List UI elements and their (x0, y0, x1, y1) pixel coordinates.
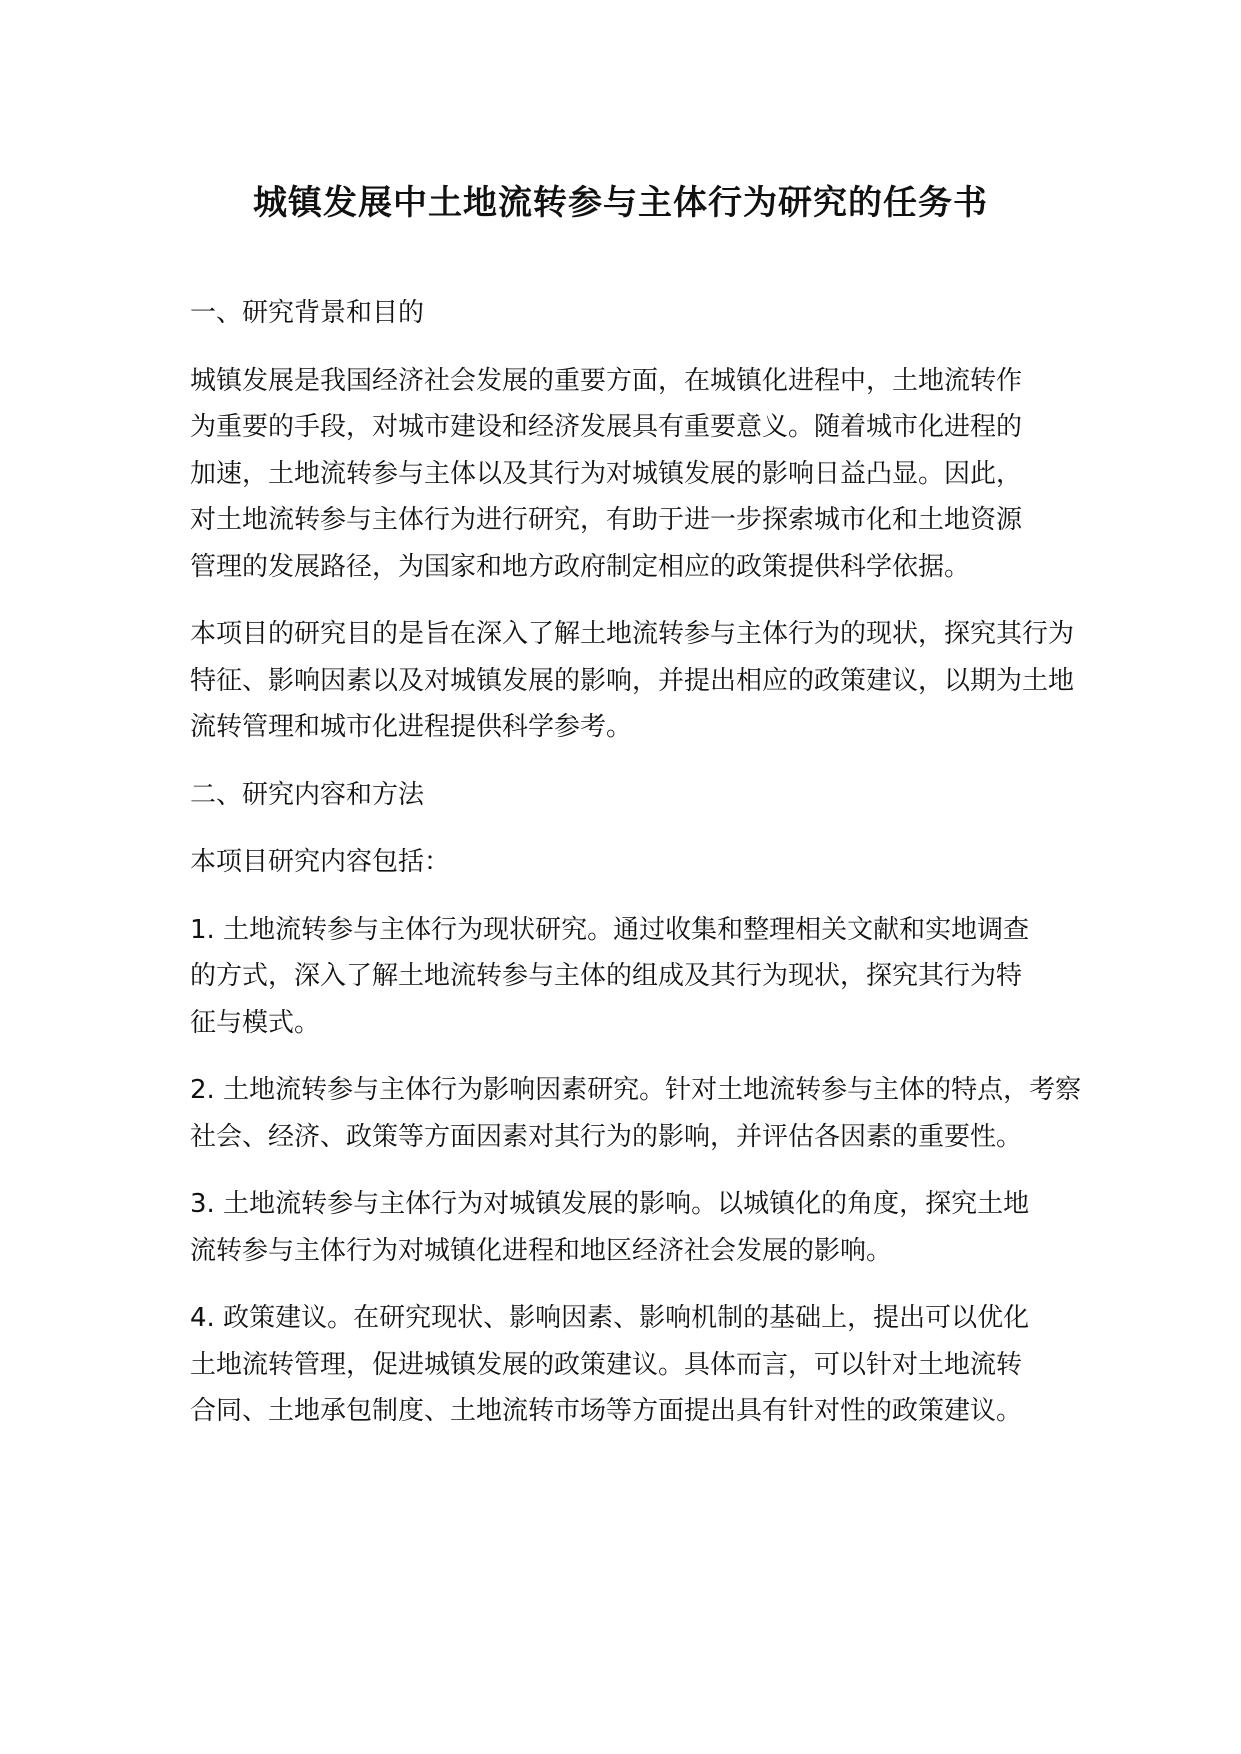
document-body (190, 290, 1090, 1456)
paragraph-content-intro: 本项目研究内容包括： (190, 847, 451, 877)
section-heading-background: 一、研究背景和目的 (190, 298, 425, 328)
paragraph-background: 城镇发展是我国经济社会发展的重要方面，在城镇化进程中，土地流转作为重要的手段，对城市建设和经济发展具有重要意义。随着城市化进程的加速，土地流转参与主体以及其行为对城镇发展的影响日益凸显。因此，对土地流转参与主体行为进行研究，有助于进一步探索城市化和土地资源管理的发展路径，为国家和地方政府制定相应的政策提供科学依据。 (190, 365, 1023, 582)
section-heading-content-methods: 二、研究内容和方法 (190, 779, 425, 810)
list-item-policy-suggestions: 4. 政策建议。在研究现状、影响因素、影响机制的基础上，提出可以优化土地流转管理，促进城镇发展的政策建议。具体而言，可以针对土地流转合同、土地承包制度、土地流转市场等方面提出具有针对性的政策建议。 (190, 1303, 1030, 1426)
list-item-status-study: 1. 土地流转参与主体行为现状研究。通过收集和整理相关文献和实地调查的方式，深入了解土地流转参与主体的组成及其行为现状，探究其行为特征与模式。 (190, 914, 1030, 1038)
paragraph-purpose: 本项目的研究目的是旨在深入了解土地流转参与主体行为的现状，探究其行为特征、影响因素以及对城镇发展的影响，并提出相应的政策建议，以期为土地流转管理和城市化进程提供科学参考。 (190, 619, 1075, 742)
list-item-factors-study: 2. 土地流转参与主体行为影响因素研究。针对土地流转参与主体的特点，考察社会、经济、政策等方面因素对其行为的影响，并评估各因素的重要性。 (190, 1075, 1082, 1152)
document-title: 城镇发展中土地流转参与主体行为研究的任务书 (253, 183, 988, 223)
list-item-impact-study: 3. 土地流转参与主体行为对城镇发展的影响。以城镇化的角度，探究土地流转参与主体行为对城镇化进程和地区经济社会发展的影响。 (190, 1189, 1030, 1266)
